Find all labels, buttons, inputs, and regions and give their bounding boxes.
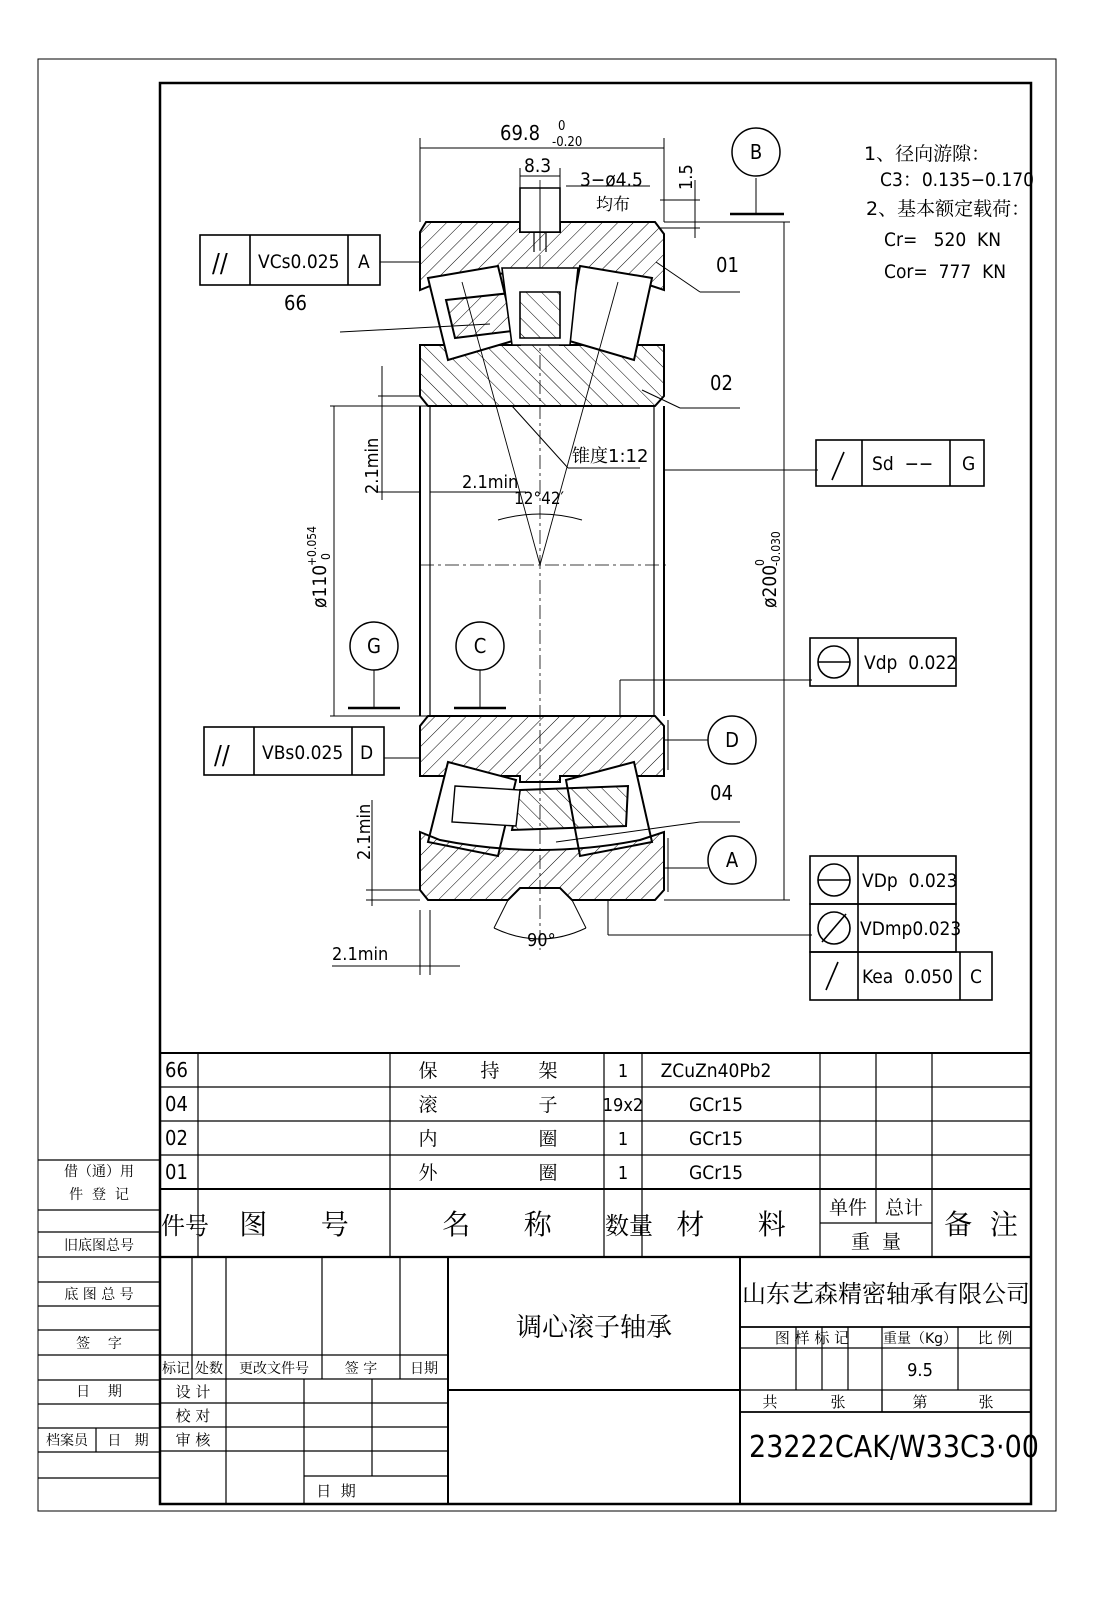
sd-value: Sd −−: [872, 453, 934, 475]
bom-header-material: 材 料: [676, 1208, 786, 1241]
part-label-04: 04: [710, 781, 733, 805]
bore-tol-lower: 0: [319, 553, 333, 560]
bom-cell-name-c: 子: [538, 1094, 558, 1116]
bom-cell-name-c: 圈: [538, 1162, 558, 1184]
bom-cell-no: 01: [165, 1160, 188, 1184]
date-label: 日 期: [76, 1384, 122, 1400]
weight-value: 9.5: [907, 1360, 933, 1381]
bom-cell-no: 66: [165, 1058, 188, 1082]
bom-cell-name-a: 保: [418, 1060, 438, 1082]
sd-datum: G: [962, 453, 976, 475]
width-dim: 69.8: [500, 121, 541, 145]
old-total-label: 旧底图总号: [64, 1238, 134, 1254]
datum-g: G: [367, 634, 381, 658]
bom-header-name: 名 称: [442, 1208, 552, 1241]
base-total-label: 底 图 总 号: [64, 1287, 134, 1303]
groove-depth-dim: 1.5: [676, 164, 697, 190]
bom-cell-qty: 1: [617, 1163, 629, 1184]
od-dim: ø200: [759, 564, 781, 608]
technical-notes: [864, 143, 1034, 283]
tb-places: 处数: [195, 1361, 223, 1377]
note-line-1: 1、径向游隙：: [864, 143, 991, 165]
chamfer-dim-1: 2.1min: [362, 437, 383, 494]
datum-c: C: [473, 634, 487, 658]
holes-note: 均布: [596, 195, 630, 215]
part-label-01: 01: [716, 253, 739, 277]
bom-cell-material: GCr15: [689, 1094, 743, 1116]
cage-bottom: [512, 786, 628, 830]
tb-date-label: 日 期: [316, 1482, 356, 1500]
part-label-66: 66: [284, 291, 307, 315]
bom-cell-no: 04: [165, 1092, 188, 1116]
taper-angle: 12°42′: [514, 489, 565, 509]
vdp-value: Vdp 0.022: [864, 652, 958, 674]
vbs-datum: D: [360, 742, 374, 764]
scale-label: 比 例: [977, 1329, 1013, 1347]
product-name: 调心滚子轴承: [515, 1313, 673, 1343]
weight-label: 重量（Kg）: [882, 1331, 958, 1347]
vdmp-value: VDmp0.023: [860, 918, 962, 940]
taper-note: 锥度1:12: [572, 446, 649, 467]
bom-header-weight: 重 量: [850, 1231, 902, 1253]
bom-cell-name-c: 架: [538, 1060, 558, 1082]
vdp-outer-value: VDp 0.023: [862, 870, 958, 892]
bom-header-qty: 数量: [605, 1212, 653, 1240]
left-strip-lines: [38, 1160, 160, 1478]
bom-cell-material: GCr15: [689, 1128, 743, 1150]
width-tol-lower: -0.20: [552, 135, 583, 150]
kea-value: Kea 0.050: [862, 966, 954, 988]
tb-review: 审 核: [175, 1431, 211, 1449]
bom-cell-material: ZCuZn40Pb2: [660, 1060, 772, 1082]
part-label-02: 02: [710, 371, 733, 395]
sheets2-label: 张: [978, 1393, 994, 1411]
bom-header: [161, 1197, 1018, 1253]
borrow-line-2: 件 登 记: [69, 1187, 129, 1203]
sheet-no-label: 第: [912, 1393, 928, 1411]
tb-check: 校 对: [175, 1407, 211, 1425]
bore-tol-upper: +0.054: [305, 526, 319, 566]
holes-dim: 3−ø4.5: [580, 169, 643, 191]
datum-b: B: [749, 140, 763, 164]
note-cor: Cor= 777 KN: [884, 261, 1007, 283]
sign-label: 签 字: [76, 1336, 122, 1352]
bom-header-drawing-no: 图 号: [239, 1208, 349, 1241]
tb-change-doc: 更改文件号: [239, 1361, 309, 1377]
od-tol-lower: -0.030: [769, 531, 783, 566]
tb-mark: 标记: [162, 1361, 190, 1377]
bom-cell-name-a: 外: [418, 1162, 438, 1184]
chamfer-dim-4: 2.1min: [332, 944, 389, 965]
vcs-symbol: //: [212, 249, 228, 279]
vcs-datum: A: [358, 251, 370, 273]
bearing-section-view: [420, 180, 666, 950]
chamfer-dim-2: 2.1min: [462, 472, 519, 493]
company-name: 山东艺森精密轴承有限公司: [742, 1280, 1030, 1308]
kea-datum: C: [970, 966, 982, 988]
borrow-line-1: 借（通）用: [64, 1164, 134, 1180]
note-line-2: C3：0.135−0.170: [880, 169, 1034, 191]
sheets-label: 张: [830, 1393, 846, 1411]
pattern-mark-label: 图 样 标 记: [774, 1329, 850, 1347]
datum-a: A: [725, 848, 739, 872]
bom-header-no: 件号: [161, 1212, 209, 1240]
datum-d: D: [725, 728, 739, 752]
od-tol-upper: 0: [753, 559, 767, 566]
bom-cell-qty: 19x2: [602, 1095, 644, 1116]
bore-dim: ø110: [309, 564, 331, 608]
drawing-code: 23222CAK/W33C3·00: [749, 1430, 1039, 1465]
total-sheets-label: 共: [762, 1393, 778, 1411]
vcs-value: VCs0.025: [258, 251, 340, 273]
bom-cell-name-a: 滚: [418, 1094, 438, 1116]
bom-cell-name-c: 圈: [538, 1128, 558, 1150]
bom-cell-material: GCr15: [689, 1162, 743, 1184]
bom-cell-qty: 1: [617, 1061, 629, 1082]
tb-date: 日期: [410, 1361, 438, 1377]
bom-cell-qty: 1: [617, 1129, 629, 1150]
date2-label: 日 期: [107, 1433, 149, 1449]
note-line-3: 2、基本额定载荷：: [866, 198, 1031, 220]
tb-sign: 签 字: [344, 1361, 378, 1377]
archivist-label: 档案员: [46, 1433, 88, 1449]
width-tol-upper: 0: [558, 119, 566, 134]
outer-ring-bottom: [420, 832, 664, 900]
bom-header-unit: 单件: [828, 1197, 868, 1219]
bom-cell-name-b: 持: [480, 1060, 500, 1082]
bom-header-total: 总计: [884, 1197, 924, 1219]
groove-angle: 90°: [527, 930, 556, 951]
note-cr: Cr= 520 KN: [884, 229, 1002, 251]
bom-cell-name-a: 内: [418, 1128, 438, 1150]
chamfer-dim-3: 2.1min: [354, 803, 375, 860]
hole-spacing-dim: 8.3: [524, 155, 552, 177]
vbs-value: VBs0.025: [262, 742, 344, 764]
vbs-symbol: //: [214, 741, 230, 771]
tb-design: 设 计: [175, 1383, 211, 1401]
bom-cell-no: 02: [165, 1126, 188, 1150]
bom-header-remark: 备 注: [944, 1208, 1018, 1241]
